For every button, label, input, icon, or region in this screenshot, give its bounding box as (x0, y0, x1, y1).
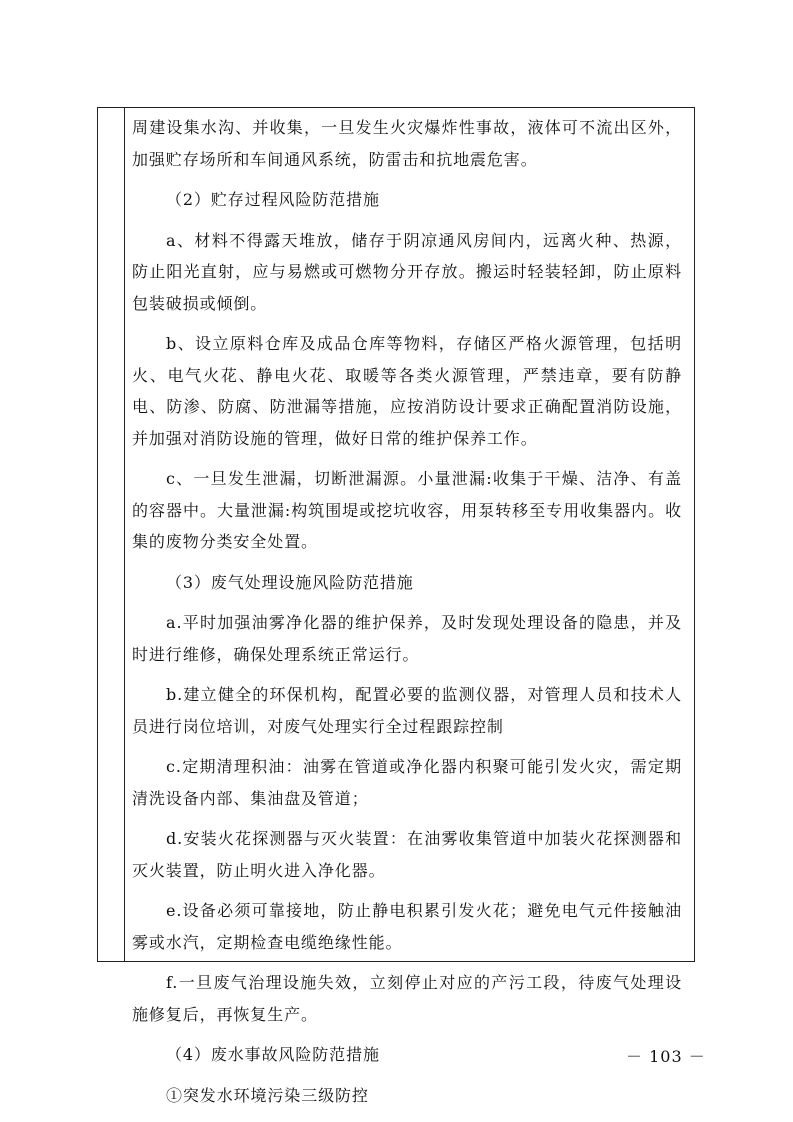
paragraph: a、材料不得露天堆放，储存于阴凉通风房间内，远离火种、热源，防止阳光直射，应与易燃或可燃物分开存放。搬运时轻装轻卸，防止原料包装破损或倾倒。 (132, 230, 682, 313)
paragraph: b、设立原料仓库及成品仓库等物料，存储区严格火源管理，包括明火、电气火花、静电火花、取暖等各类火源管理，严禁违章，要有防静电、防渗、防腐、防泄漏等措施，应按消防设计要求正确配置消防设施，并加强对消防设施的管理，做好日常的维护保养工作。 (132, 334, 682, 448)
paragraph: c.定期清理积油：油雾在管道或净化器内积聚可能引发火灾，需定期清洗设备内部、集油盘及管道； (132, 757, 682, 808)
paragraph: e.设备必须可靠接地，防止静电积累引发火花；避免电气元件接触油雾或水汽，定期检查电缆绝缘性能。 (132, 901, 682, 952)
paragraph: a.平时加强油雾净化器的维护保养，及时发现处理设备的隐患，并及时进行维修，确保处理系统正常运行。 (132, 613, 682, 664)
page-number: － 103 － (626, 1047, 706, 1066)
column-divider (124, 108, 125, 961)
table-cell-text (132, 112, 682, 1120)
paragraph: f.一旦废气治理设施失效，立刻停止对应的产污工段，待废气处理设施修复后，再恢复生产。 (132, 973, 682, 1024)
paragraph: 周建设集水沟、并收集，一旦发生火灾爆炸性事故，液体可不流出区外，加强贮存场所和车间通风系统，防雷击和抗地震危害。 (132, 118, 682, 169)
section-heading: （4）废水事故风险防范措施 (166, 1045, 380, 1064)
paragraph: ①突发水环境污染三级防控 (166, 1085, 369, 1105)
section-heading: （3）废气处理设施风险防范措施 (166, 572, 414, 592)
paragraph: c、一旦发生泄漏，切断泄漏源。小量泄漏:收集于干燥、洁净、有盖的容器中。大量泄漏:构筑围堤或挖坑收容，用泵转移至专用收集器内。收集的废物分类安全处置。 (132, 469, 682, 551)
paragraph: d.安装火花探测器与灭火装置：在油雾收集管道中加装火花探测器和灭火装置，防止明火进入净化器。 (132, 829, 682, 880)
paragraph: b.建立健全的环保机构，配置必要的监测仪器，对管理人员和技术人员进行岗位培训，对废气处理实行全过程跟踪控制 (132, 685, 682, 736)
section-heading: （2）贮存过程风险防范措施 (166, 190, 380, 209)
